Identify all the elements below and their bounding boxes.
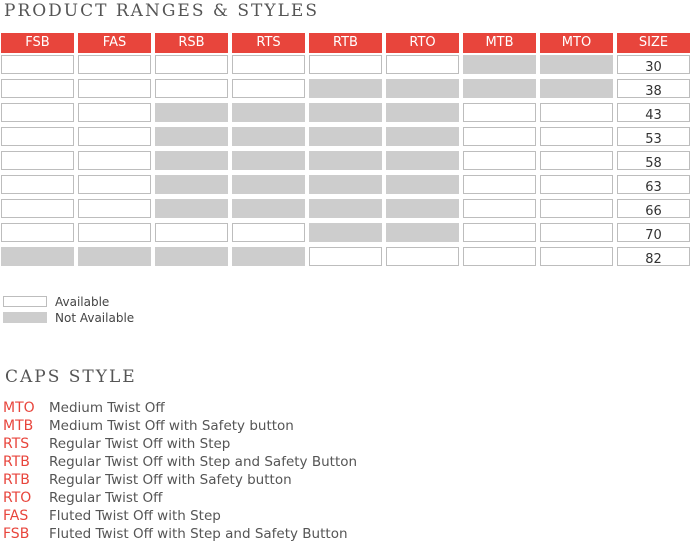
cell-rto-43-not-available [386,103,459,122]
cell-rtb-58-not-available [309,151,382,170]
size-cell: 70 [617,223,690,242]
cell-fsb-38-available [1,79,74,98]
caps-code: FAS [3,508,29,524]
cell-fas-82-not-available [78,247,151,266]
size-cell: 53 [617,127,690,146]
cell-rtb-63-not-available [309,175,382,194]
cell-fsb-58-available [1,151,74,170]
cell-mto-63-available [540,175,613,194]
cell-rts-58-not-available [232,151,305,170]
size-cell: 63 [617,175,690,194]
caps-style-item [3,506,221,524]
cell-fsb-82-not-available [1,247,74,266]
legend-available-swatch [3,296,47,307]
cell-fsb-66-available [1,199,74,218]
cell-rtb-38-not-available [309,79,382,98]
cell-mtb-30-not-available [463,55,536,74]
size-cell: 43 [617,103,690,122]
cell-fsb-30-available [1,55,74,74]
size-cell: 66 [617,199,690,218]
cell-rsb-43-not-available [155,103,228,122]
size-cell: 82 [617,247,690,266]
cell-fas-38-available [78,79,151,98]
column-header-rto: RTO [386,33,459,53]
cell-rto-82-available [386,247,459,266]
cell-rts-70-available [232,223,305,242]
caps-code: RTO [3,490,32,506]
cell-rsb-63-not-available [155,175,228,194]
cell-rsb-38-available [155,79,228,98]
caps-description: Fluted Twist Off with Step [49,508,221,524]
cell-mtb-66-available [463,199,536,218]
column-header-rsb: RSB [155,33,228,53]
cell-fas-43-available [78,103,151,122]
cell-fsb-53-available [1,127,74,146]
caps-style-item [3,470,292,488]
cell-rsb-70-available [155,223,228,242]
cell-fas-58-available [78,151,151,170]
cell-fsb-70-available [1,223,74,242]
cell-rsb-58-not-available [155,151,228,170]
page-title: PRODUCT RANGES & STYLES [4,1,319,21]
cell-rsb-66-not-available [155,199,228,218]
cell-mtb-63-available [463,175,536,194]
cell-fas-53-available [78,127,151,146]
caps-code: RTB [3,472,30,488]
cell-fas-70-available [78,223,151,242]
cell-mto-53-available [540,127,613,146]
caps-code: MTB [3,418,34,434]
cell-mtb-70-available [463,223,536,242]
cell-rts-82-not-available [232,247,305,266]
cell-rtb-66-not-available [309,199,382,218]
cell-rts-63-not-available [232,175,305,194]
column-header-size: SIZE [617,33,690,53]
cell-rts-66-not-available [232,199,305,218]
cell-mtb-58-available [463,151,536,170]
column-header-fsb: FSB [1,33,74,53]
cell-fas-66-available [78,199,151,218]
caps-code: FSB [3,526,30,542]
cell-rto-66-not-available [386,199,459,218]
column-header-rtb: RTB [309,33,382,53]
caps-style-title: CAPS STYLE [5,367,137,387]
cell-rto-53-not-available [386,127,459,146]
cell-rtb-70-not-available [309,223,382,242]
caps-style-item [3,398,165,416]
cell-rts-30-available [232,55,305,74]
cell-mto-66-available [540,199,613,218]
caps-description: Medium Twist Off [49,400,165,416]
column-header-rts: RTS [232,33,305,53]
cell-mtb-82-available [463,247,536,266]
cell-mto-43-available [540,103,613,122]
cell-rtb-53-not-available [309,127,382,146]
cell-rsb-82-not-available [155,247,228,266]
cell-rts-53-not-available [232,127,305,146]
caps-style-item [3,434,230,452]
cell-rto-38-not-available [386,79,459,98]
cell-mto-82-available [540,247,613,266]
caps-description: Medium Twist Off with Safety button [49,418,294,434]
cell-fsb-43-available [1,103,74,122]
cell-rtb-30-available [309,55,382,74]
cell-mto-58-available [540,151,613,170]
caps-description: Fluted Twist Off with Step and Safety Button [49,526,348,542]
column-header-fas: FAS [78,33,151,53]
size-cell: 30 [617,55,690,74]
caps-style-item [3,416,294,434]
cell-rtb-82-available [309,247,382,266]
cell-fas-63-available [78,175,151,194]
cell-fas-30-available [78,55,151,74]
legend-not-available-swatch [3,312,47,323]
size-cell: 38 [617,79,690,98]
caps-description: Regular Twist Off with Step and Safety Button [49,454,358,470]
cell-mto-38-not-available [540,79,613,98]
caps-code: RTS [3,436,30,452]
caps-description: Regular Twist Off [49,490,163,506]
legend-available-label: Available [55,295,110,309]
column-header-mto: MTO [540,33,613,53]
cell-rsb-30-available [155,55,228,74]
cell-rts-43-not-available [232,103,305,122]
cell-rto-30-available [386,55,459,74]
cell-mto-30-not-available [540,55,613,74]
caps-description: Regular Twist Off with Safety button [49,472,292,488]
legend-not-available-label: Not Available [55,311,135,325]
cell-rsb-53-not-available [155,127,228,146]
cell-rts-38-available [232,79,305,98]
cell-mtb-43-available [463,103,536,122]
caps-description: Regular Twist Off with Step [49,436,231,452]
cell-mtb-53-available [463,127,536,146]
cell-fsb-63-available [1,175,74,194]
cell-rto-58-not-available [386,151,459,170]
caps-code: RTB [3,454,30,470]
cell-rto-63-not-available [386,175,459,194]
cell-mto-70-available [540,223,613,242]
column-header-mtb: MTB [463,33,536,53]
cell-rtb-43-not-available [309,103,382,122]
caps-style-item [3,452,357,470]
cell-rto-70-not-available [386,223,459,242]
caps-code: MTO [3,400,35,416]
caps-style-item [3,488,162,506]
size-cell: 58 [617,151,690,170]
cell-mtb-38-not-available [463,79,536,98]
caps-style-item [3,524,348,542]
